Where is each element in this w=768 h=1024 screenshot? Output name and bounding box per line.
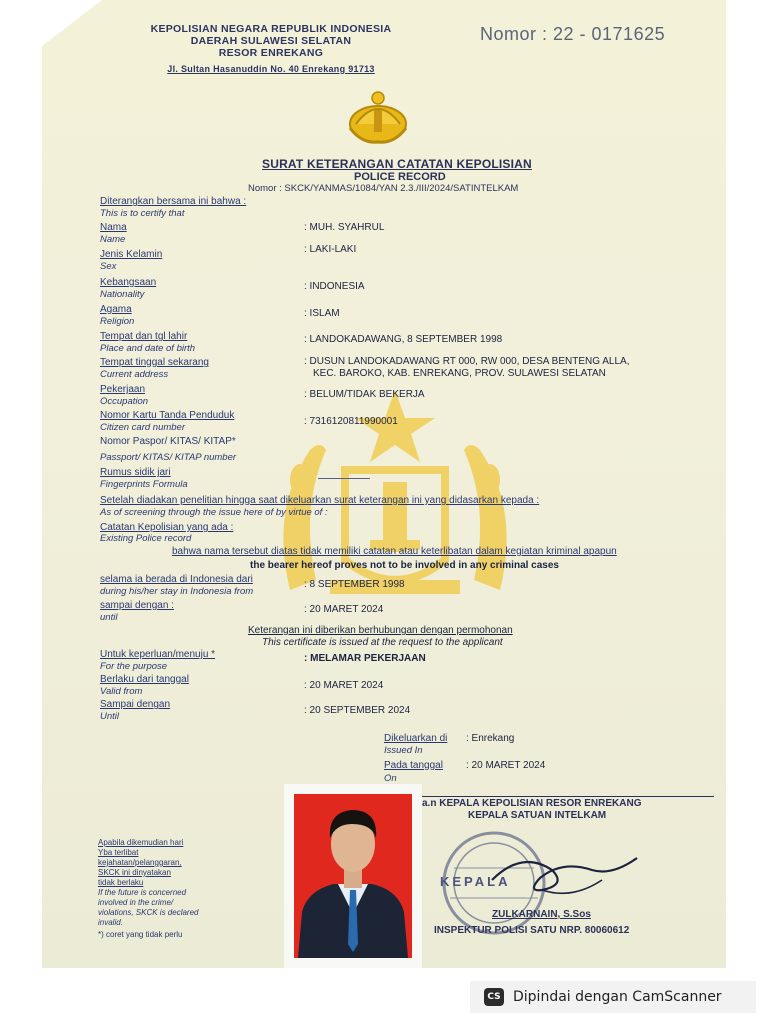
document-subtitle: POLICE RECORD [354,171,446,183]
valid-until-label: Sampai dengan [100,699,171,710]
field-label-en: Sex [100,261,117,272]
applicant-photo [284,784,422,968]
page-corner-fold [42,0,102,46]
issued-in-label: Dikeluarkan di [384,733,448,744]
footnote-line: Yba terlibat [98,848,139,857]
field-label-en: Current address [100,369,169,380]
valid-from-label: Berlaku dari tanggal [100,674,189,685]
field-label: Pekerjaan [100,384,146,395]
stay-from-label-en: during his/her stay in Indonesia from [100,586,254,597]
header-line2: DAERAH SULAWESI SELATAN [190,35,352,47]
footnote-line-en: If the future is concerned [98,888,187,897]
purpose-label: Untuk keperluan/menuju * [100,649,216,660]
police-emblem-icon [342,84,414,148]
stay-until-label: sampai dengan : [100,600,174,611]
field-label-en: Place and date of birth [100,343,196,354]
field-value: : LANDOKADAWANG, 8 SEPTEMBER 1998 [304,334,503,345]
field-label-en: Passport/ KITAS/ KITAP number [100,452,237,463]
field-value: : 7316120811990001 [304,416,398,427]
purpose-label-en: For the purpose [100,661,168,672]
valid-until-label-en: Until [100,711,120,722]
camscanner-logo-icon: CS [484,988,504,1006]
fingerprint-blank-line [318,478,370,479]
footnote-line-en: involved in the crime/ [98,898,174,907]
field-label: Agama [100,304,132,315]
signature-divider [382,796,714,797]
valid-until-value: : 20 SEPTEMBER 2024 [304,705,411,716]
signatory-rank: INSPEKTUR POLISI SATU NRP. 80060612 [434,925,630,936]
header-line1: KEPOLISIAN NEGARA REPUBLIK INDONESIA [150,23,392,35]
request-text-en: This certificate is issued at the request to the applicant [262,637,503,648]
stamp-text: KEPALA [440,874,511,889]
purpose-value: : MELAMAR PEKERJAAN [304,653,426,664]
existing-record-label-en: Existing Police record [100,533,192,544]
field-label-en: Occupation [100,396,149,407]
issued-in-value: : Enrekang [466,733,515,744]
field-label-en: Nationality [100,289,145,300]
field-label: Tempat dan tgl lahir [100,331,188,342]
signatory-line2: KEPALA SATUAN INTELKAM [468,810,607,821]
field-label: Nomor Kartu Tanda Penduduk [100,410,235,421]
stay-until-value: : 20 MARET 2024 [304,604,384,615]
footnote-line: tidak berlaku [98,878,144,887]
footnote-line-en: invalid. [98,918,123,927]
issued-on-value: : 20 MARET 2024 [466,760,546,771]
footnote-line-en: violations, SKCK is declared [98,908,199,917]
screening-text-en: As of screening through the issue here of by virtue of : [100,507,328,518]
field-value-line2: KEC. BAROKO, KAB. ENREKANG, PROV. SULAWESI SELATAN [313,368,606,379]
header-address: Jl. Sultan Hasanuddin No. 40 Enrekang 91713 [167,64,375,74]
footnote-line: Apabila dikemudian hari [98,838,184,847]
field-label: Tempat tinggal sekarang [100,357,209,368]
valid-from-label-en: Valid from [100,686,143,697]
document-page [42,0,726,968]
field-label-en: Religion [100,316,135,327]
document-number: Nomor : SKCK/YANMAS/1084/YAN 2.3./III/2024/SATINTELKAM [248,183,519,194]
field-label: Jenis Kelamin [100,249,163,260]
field-value: : ISLAM [304,308,340,319]
field-label-en: Citizen card number [100,422,186,433]
photo-red-background [294,794,412,958]
header-line3: RESOR ENREKANG [218,47,324,59]
field-label-en: Name [100,234,126,245]
issued-on-label-en: On [384,773,397,784]
statement-text-en: the bearer hereof proves not to be involved in any criminal cases [250,560,559,571]
registration-number: Nomor : 22 - 0171625 [480,24,666,44]
issued-in-label-en: Issued In [384,745,423,756]
field-label: Rumus sidik jari [100,467,171,478]
camscanner-text: Dipindai dengan CamScanner [513,989,722,1005]
screening-text: Setelah diadakan penelitian hingga saat dikeluarkan surat keterangan ini yang didasarkan kepada : [100,495,540,506]
field-value: : BELUM/TIDAK BEKERJA [304,389,425,400]
field-value: : LAKI-LAKI [304,244,357,255]
stay-from-value: : 8 SEPTEMBER 1998 [304,579,405,590]
field-value: : DUSUN LANDOKADAWANG RT 000, RW 000, DESA BENTENG ALLA, [304,356,630,367]
footnote-line: SKCK ini dinyatakan [98,868,171,877]
field-label: Nomor Paspor/ KITAS/ KITAP* [100,436,236,447]
signatory-name: ZULKARNAIN, S.Sos [492,909,591,920]
field-value: : MUH. SYAHRUL [304,222,385,233]
stay-from-label: selama ia berada di Indonesia dari [100,574,253,585]
footnote-line: kejahatan/pelanggaran, [98,858,182,867]
camscanner-badge [470,981,756,1013]
field-label-en: Fingerprints Formula [100,479,188,490]
person-portrait-icon [294,794,412,958]
field-label: Nama [100,222,127,233]
field-label: Kebangsaan [100,277,157,288]
existing-record-label: Catatan Kepolisian yang ada : [100,522,234,533]
stay-until-label-en: until [100,612,118,623]
intro-label: Diterangkan bersama ini bahwa : [100,196,247,207]
footnote-star: *) coret yang tidak perlu [98,930,183,939]
signature-icon [482,840,642,910]
request-text: Keterangan ini diberikan berhubungan dengan permohonan [248,625,513,636]
valid-from-value: : 20 MARET 2024 [304,680,384,691]
field-value: : INDONESIA [304,281,365,292]
signatory-line1: a.n KEPALA KEPOLISIAN RESOR ENREKANG [422,798,642,809]
statement-text: bahwa nama tersebut diatas tidak memiliki catatan atau keterlibatan dalam kegiatan kriminal apapun [172,546,617,557]
document-title: SURAT KETERANGAN CATATAN KEPOLISIAN [262,157,532,171]
issued-on-label: Pada tanggal [384,760,443,771]
intro-label-en: This is to certify that [100,208,185,219]
